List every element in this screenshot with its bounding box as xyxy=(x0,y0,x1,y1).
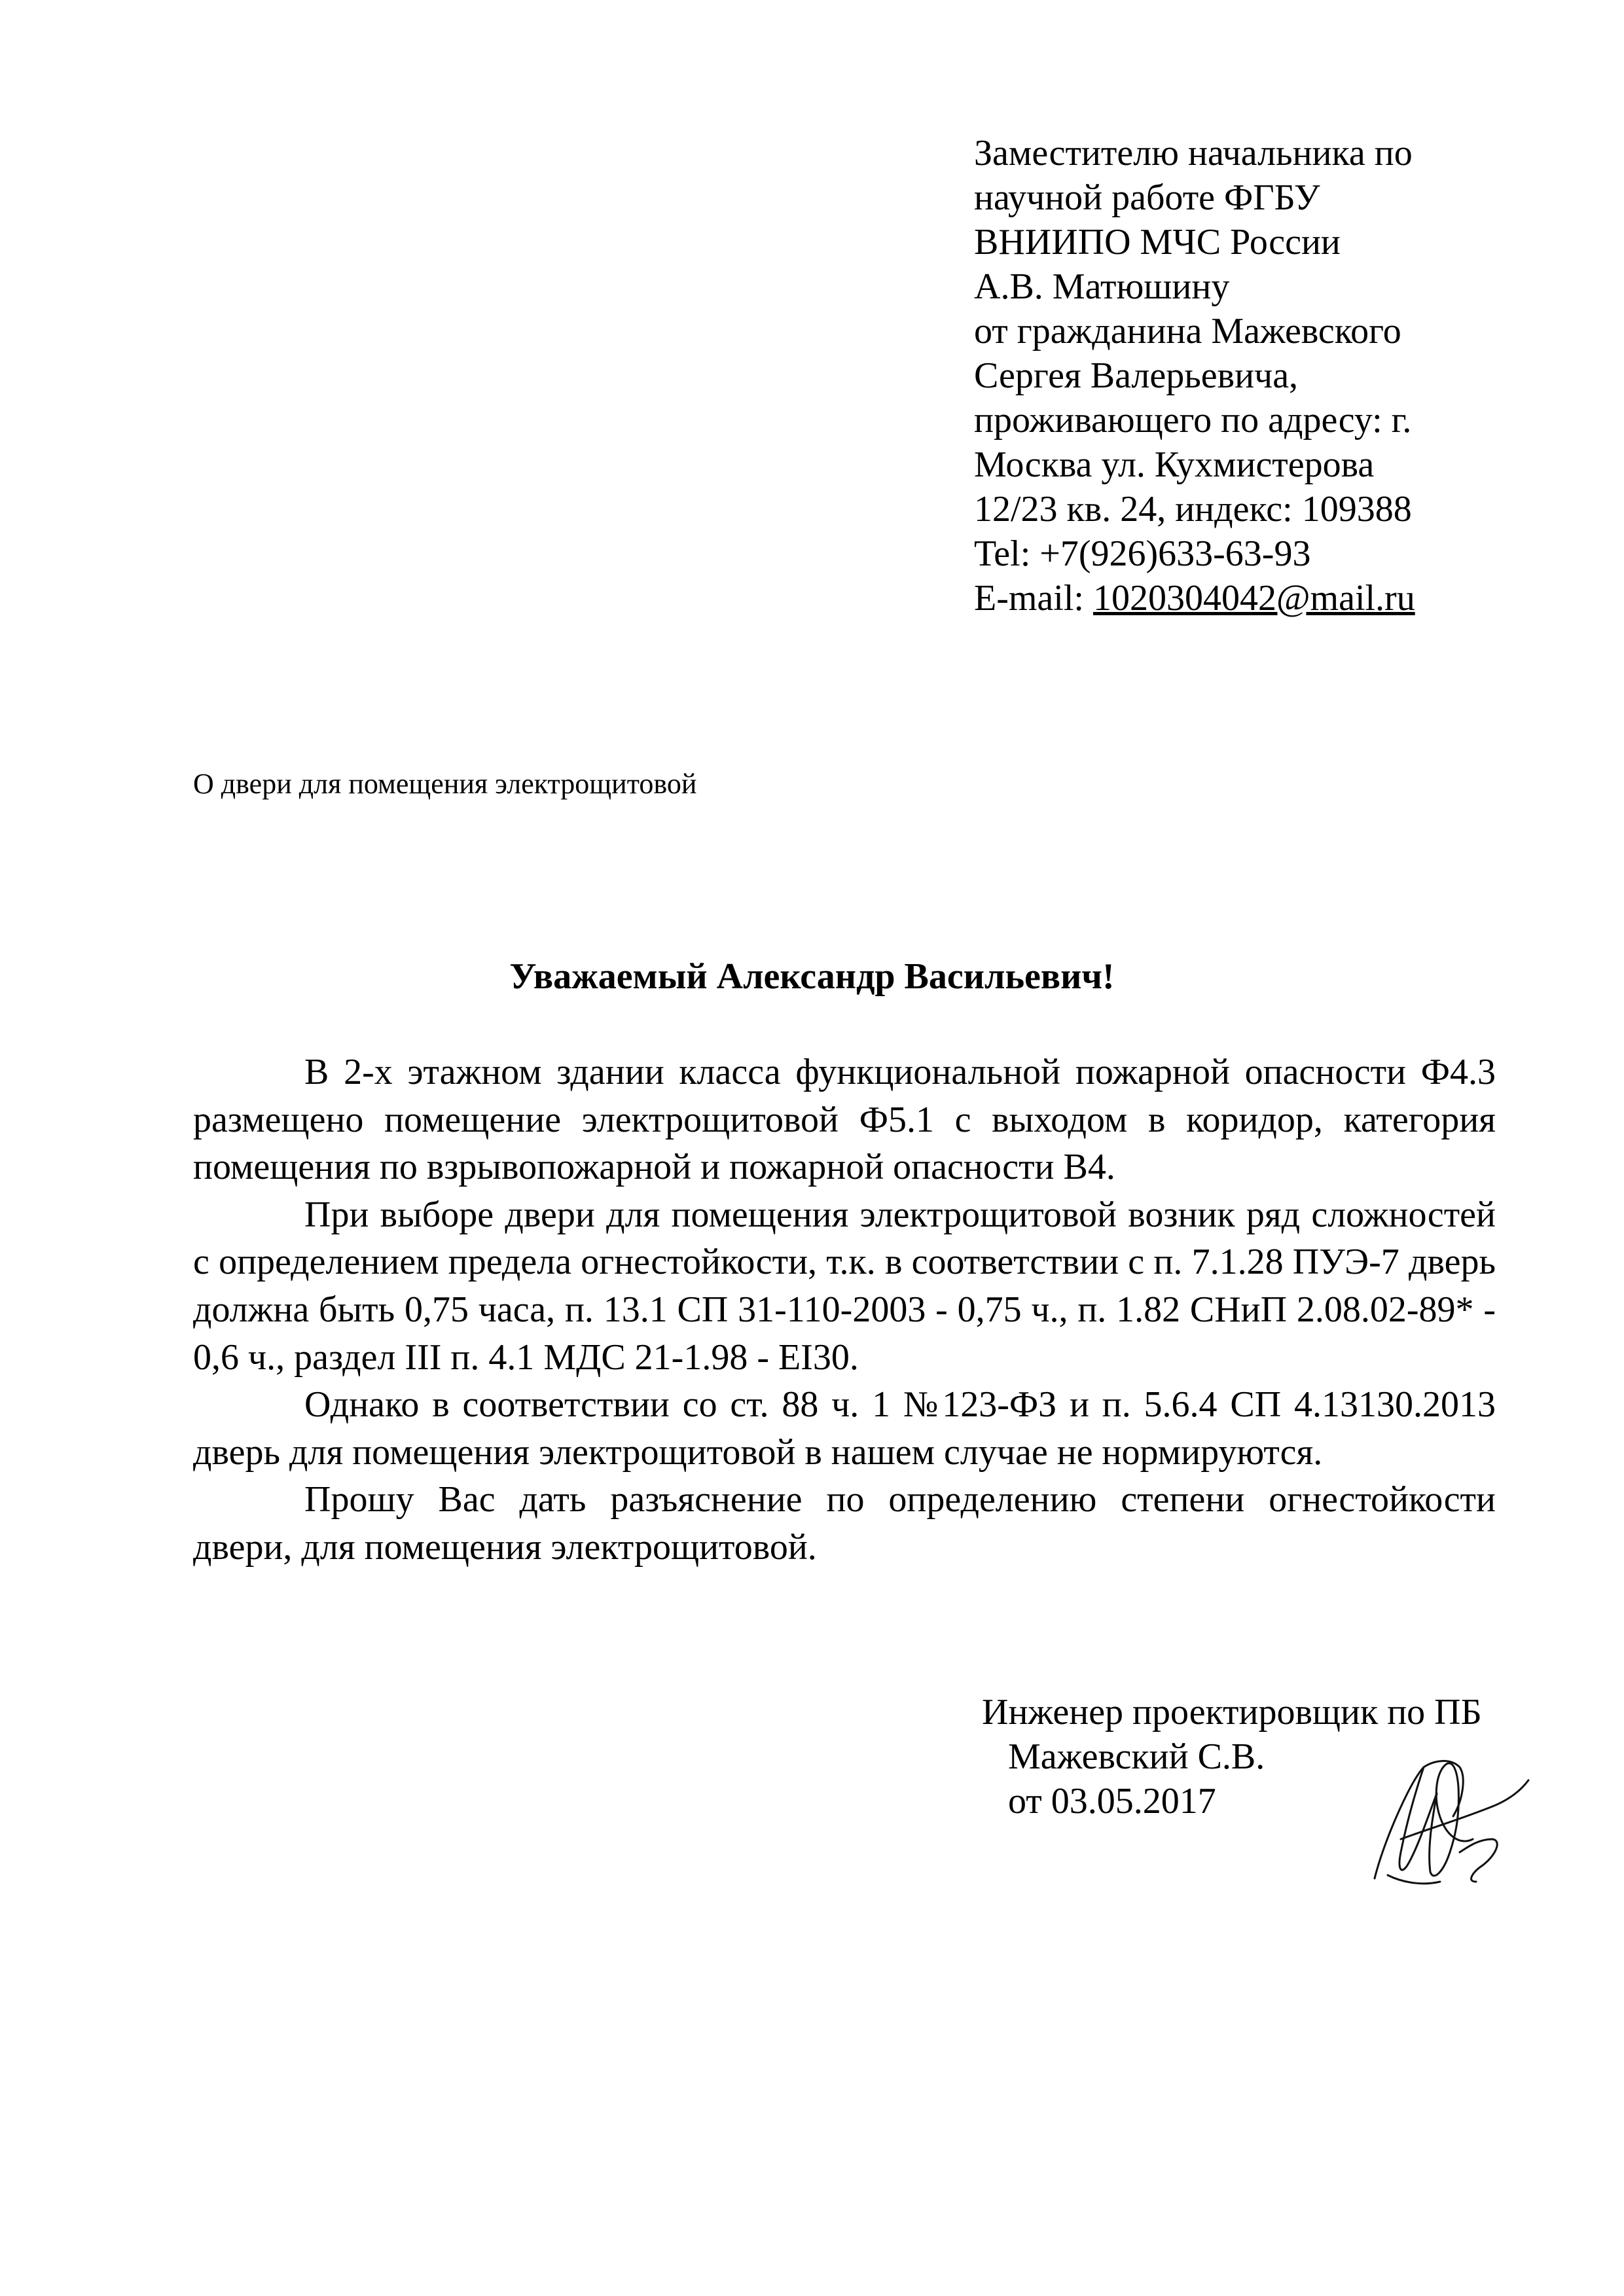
address-line: проживающего по адресу: г. xyxy=(974,400,1412,440)
addressee-line: научной работе ФГБУ xyxy=(974,177,1320,218)
signer-position: Инженер проектировщик по ПБ xyxy=(982,1692,1482,1732)
letter-subject: О двери для помещения электрощитовой xyxy=(193,768,697,800)
addressee-line: ВНИИПО МЧС России xyxy=(974,222,1341,262)
body-paragraph: В 2-х этажном здании класса функциональной пожарной опасности Ф4.3 размещено помещение электрощитовой Ф5.1 с выходом в коридор, категория помещения по взрывопожарной и пожарной опасности В4. xyxy=(193,1052,1496,1188)
body-paragraph: Прошу Вас дать разъяснение по определению степени огнестойкости двери, для помещения электрощитовой. xyxy=(193,1479,1496,1568)
addressee-line: А.В. Матюшину xyxy=(974,266,1230,307)
salutation-heading: Уважаемый Александр Васильевич! xyxy=(509,956,1115,997)
address-line: 12/23 кв. 24, индекс: 109388 xyxy=(974,489,1412,529)
body-paragraph: При выборе двери для помещения электрощитовой возник ряд сложностей с определением предела огнестойкости, т.к. в соответствии с п. 7.1.28 ПУЭ-7 дверь должна быть 0,75 часа, п. 13.1 СП 31-110-2003 - 0,75 ч., п. 1.82 СНиП 2.08.02-89* - 0,6 ч., раздел III п. 4.1 МДС 21-1.98 - EI30. xyxy=(193,1194,1496,1378)
sender-line: от гражданина Мажевского xyxy=(974,311,1401,351)
signer-name: Мажевский С.В. xyxy=(1008,1736,1265,1777)
address-line: Москва ул. Кухмистерова xyxy=(974,444,1375,485)
letter-body xyxy=(193,1049,1496,1571)
signature-date: от 03.05.2017 xyxy=(1008,1781,1216,1821)
phone-line: Tel: +7(926)633-63-93 xyxy=(974,533,1311,574)
sender-line: Сергея Валерьевича, xyxy=(974,355,1299,396)
addressee-block xyxy=(974,131,1563,620)
body-paragraph: Однако в соответствии со ст. 88 ч. 1 №123-ФЗ и п. 5.6.4 СП 4.13130.2013 дверь для помещения электрощитовой в нашем случае не нормируются. xyxy=(193,1384,1496,1473)
email-link[interactable]: 1020304042@mail.ru xyxy=(1092,578,1415,619)
handwritten-signature xyxy=(1362,1741,1532,1898)
addressee-line: Заместителю начальника по xyxy=(974,133,1413,173)
email-line xyxy=(974,576,1563,620)
email-label: E-mail: xyxy=(974,578,1093,619)
